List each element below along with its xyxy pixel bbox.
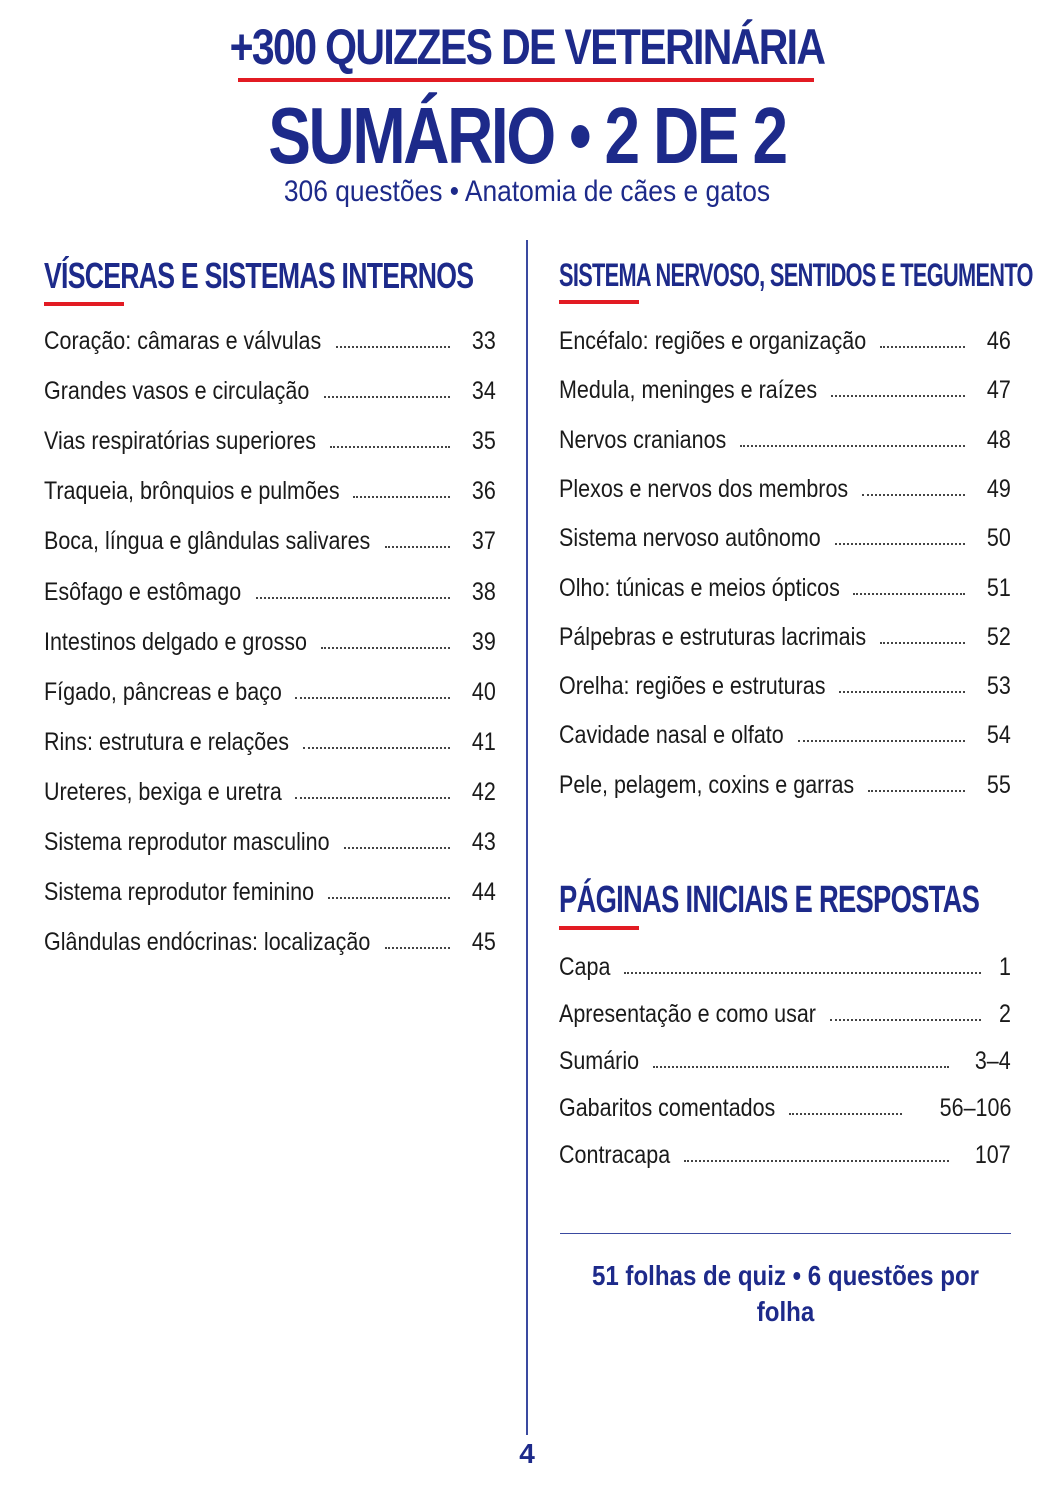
- toc-row-page: 48: [987, 425, 1011, 454]
- toc-row: [44, 927, 496, 957]
- toc-row: [559, 622, 1011, 652]
- footer-divider: [560, 1233, 1011, 1234]
- toc-row-label: Coração: câmaras e válvulas: [44, 327, 322, 355]
- toc-row-label: Esôfago e estômago: [44, 577, 242, 606]
- toc-row-label: Contracapa: [559, 1141, 671, 1169]
- dot-leader: [330, 446, 450, 448]
- toc-row: [559, 425, 1011, 455]
- dot-leader: [328, 897, 450, 899]
- toc-row-label: Sistema reprodutor masculino: [44, 828, 330, 856]
- dot-leader: [344, 847, 450, 849]
- toc-row: [44, 677, 496, 707]
- toc-row: [44, 827, 496, 857]
- toc-row-page: 42: [472, 777, 496, 806]
- toc-row: [44, 727, 496, 757]
- toc-row-page: 55: [987, 770, 1011, 799]
- section-visceras: [44, 250, 496, 977]
- toc-row-label: Capa: [559, 953, 611, 981]
- dot-leader: [868, 790, 965, 792]
- toc-row-label: Boca, língua e glândulas salivares: [44, 527, 371, 556]
- footer-summary: 51 folhas de quiz • 6 questões por folha: [591, 1260, 980, 1327]
- toc-row-label: Orelha: regiões e estruturas: [559, 672, 826, 701]
- toc-row-page: 44: [472, 878, 496, 907]
- toc-row-label: Gabaritos comentados: [559, 1094, 776, 1122]
- toc-row-label: Grandes vasos e circulação: [44, 377, 310, 406]
- toc-row-page: 36: [472, 477, 496, 506]
- dot-leader: [880, 346, 965, 348]
- toc-row: [559, 1140, 1011, 1170]
- toc-row-page: 35: [472, 427, 496, 456]
- toc-row-page: 41: [472, 727, 496, 756]
- toc-row-label: Pele, pelagem, coxins e garras: [559, 770, 855, 799]
- toc-row: [559, 1093, 1011, 1123]
- toc-row-label: Encéfalo: regiões e organização: [559, 327, 867, 355]
- toc-row-label: Apresentação e como usar: [559, 1000, 816, 1028]
- toc-row-label: Glândulas endócrinas: localização: [44, 928, 371, 957]
- toc-row: [559, 720, 1011, 750]
- toc-row-page: 46: [987, 327, 1011, 355]
- toc-row: [559, 523, 1011, 553]
- toc-row: [44, 426, 496, 456]
- toc-row-label: Fígado, pâncreas e baço: [44, 677, 282, 706]
- dot-leader: [839, 691, 965, 693]
- toc-row-page: 34: [472, 377, 496, 406]
- toc-row-label: Intestinos delgado e grosso: [44, 627, 307, 656]
- dot-leader: [862, 494, 965, 496]
- dot-leader: [880, 642, 965, 644]
- dot-leader: [798, 740, 965, 742]
- toc-row-page: 45: [472, 928, 496, 957]
- toc-row: [44, 777, 496, 807]
- toc-row-page: 52: [987, 622, 1011, 651]
- section-title-iniciais: PÁGINAS INICIAIS E RESPOSTAS: [559, 879, 980, 921]
- toc-row-label: Medula, meninges e raízes: [559, 376, 818, 405]
- toc-row: [44, 526, 496, 556]
- toc-row-label: Sistema nervoso autônomo: [559, 524, 821, 553]
- toc-row: [559, 999, 1011, 1029]
- toc-row-page: 33: [472, 327, 496, 355]
- toc-row-page: 51: [987, 573, 1011, 602]
- page-title: SUMÁRIO • 2 DE 2: [268, 91, 786, 180]
- dot-leader: [789, 1113, 902, 1115]
- toc-row-page: 47: [987, 376, 1011, 405]
- toc-row-page: 37: [472, 527, 496, 556]
- dot-leader: [684, 1160, 949, 1162]
- toc-row: [559, 952, 1011, 982]
- toc-row: [559, 375, 1011, 405]
- toc-row-page: 107: [975, 1141, 1011, 1169]
- dot-leader: [740, 445, 965, 447]
- toc-row-label: Pálpebras e estruturas lacrimais: [559, 622, 867, 651]
- dot-leader: [624, 972, 981, 974]
- toc-row-page: 39: [472, 627, 496, 656]
- dot-leader: [830, 1019, 981, 1021]
- toc-row-page: 38: [472, 577, 496, 606]
- toc-row-label: Traqueia, brônquios e pulmões: [44, 477, 340, 506]
- dot-leader: [853, 593, 965, 595]
- dot-leader: [385, 947, 450, 949]
- toc-row: [559, 671, 1011, 701]
- toc-row-page: 43: [472, 828, 496, 856]
- toc-row-label: Rins: estrutura e relações: [44, 727, 289, 756]
- toc-row-label: Olho: túnicas e meios ópticos: [559, 573, 840, 602]
- toc-row: [559, 326, 1011, 356]
- toc-row-page: 54: [987, 721, 1011, 750]
- toc-row: [559, 573, 1011, 603]
- toc-row-label: Sumário: [559, 1047, 640, 1075]
- toc-row: [44, 376, 496, 406]
- toc-row-page: 50: [987, 524, 1011, 553]
- brand-title: +300 QUIZZES DE VETERINÁRIA: [229, 19, 825, 75]
- dot-leader: [835, 543, 965, 545]
- toc-row: [559, 1046, 1011, 1076]
- column-divider: [526, 240, 528, 1435]
- dot-leader: [385, 546, 450, 548]
- section-nervoso: [559, 250, 1033, 819]
- toc-row: [44, 476, 496, 506]
- toc-list-nervoso: [559, 304, 1011, 819]
- page-number: 4: [519, 1438, 535, 1469]
- toc-row-label: Nervos cranianos: [559, 425, 727, 454]
- brand-underline: [238, 78, 814, 82]
- toc-row-page: 40: [472, 677, 496, 706]
- toc-row: [44, 877, 496, 907]
- toc-row-page: 53: [987, 672, 1011, 701]
- toc-row-page: 2: [999, 1000, 1011, 1028]
- toc-row: [44, 326, 496, 356]
- toc-list-visceras: [44, 306, 496, 977]
- dot-leader: [256, 597, 451, 599]
- toc-row-page: 1: [999, 953, 1011, 981]
- toc-row: [559, 770, 1011, 800]
- dot-leader: [295, 797, 450, 799]
- toc-row-page: 56–106: [939, 1094, 1011, 1122]
- toc-row-label: Cavidade nasal e olfato: [559, 721, 784, 750]
- dot-leader: [321, 647, 450, 649]
- toc-row-label: Ureteres, bexiga e uretra: [44, 777, 282, 806]
- dot-leader: [295, 697, 450, 699]
- dot-leader: [653, 1066, 949, 1068]
- toc-row: [44, 627, 496, 657]
- dot-leader: [831, 395, 965, 397]
- toc-row: [44, 577, 496, 607]
- page-subtitle: 306 questões • Anatomia de cães e gatos: [283, 175, 771, 208]
- toc-row-page: 3–4: [975, 1047, 1011, 1075]
- toc-row-label: Sistema reprodutor feminino: [44, 878, 315, 907]
- dot-leader: [336, 346, 450, 348]
- section-title-nervoso: SISTEMA NERVOSO, SENTIDOS E TEGUMENTO: [559, 257, 1033, 293]
- dot-leader: [324, 396, 450, 398]
- toc-row-label: Plexos e nervos dos membros: [559, 474, 849, 503]
- toc-list-iniciais: [559, 930, 1011, 1187]
- toc-row-page: 49: [987, 474, 1011, 503]
- toc-row-label: Vias respiratórias superiores: [44, 427, 317, 456]
- section-title-visceras: VÍSCERAS E SISTEMAS INTERNOS: [44, 255, 474, 296]
- dot-leader: [303, 747, 450, 749]
- dot-leader: [353, 496, 450, 498]
- section-iniciais: [559, 874, 1011, 1187]
- toc-row: [559, 474, 1011, 504]
